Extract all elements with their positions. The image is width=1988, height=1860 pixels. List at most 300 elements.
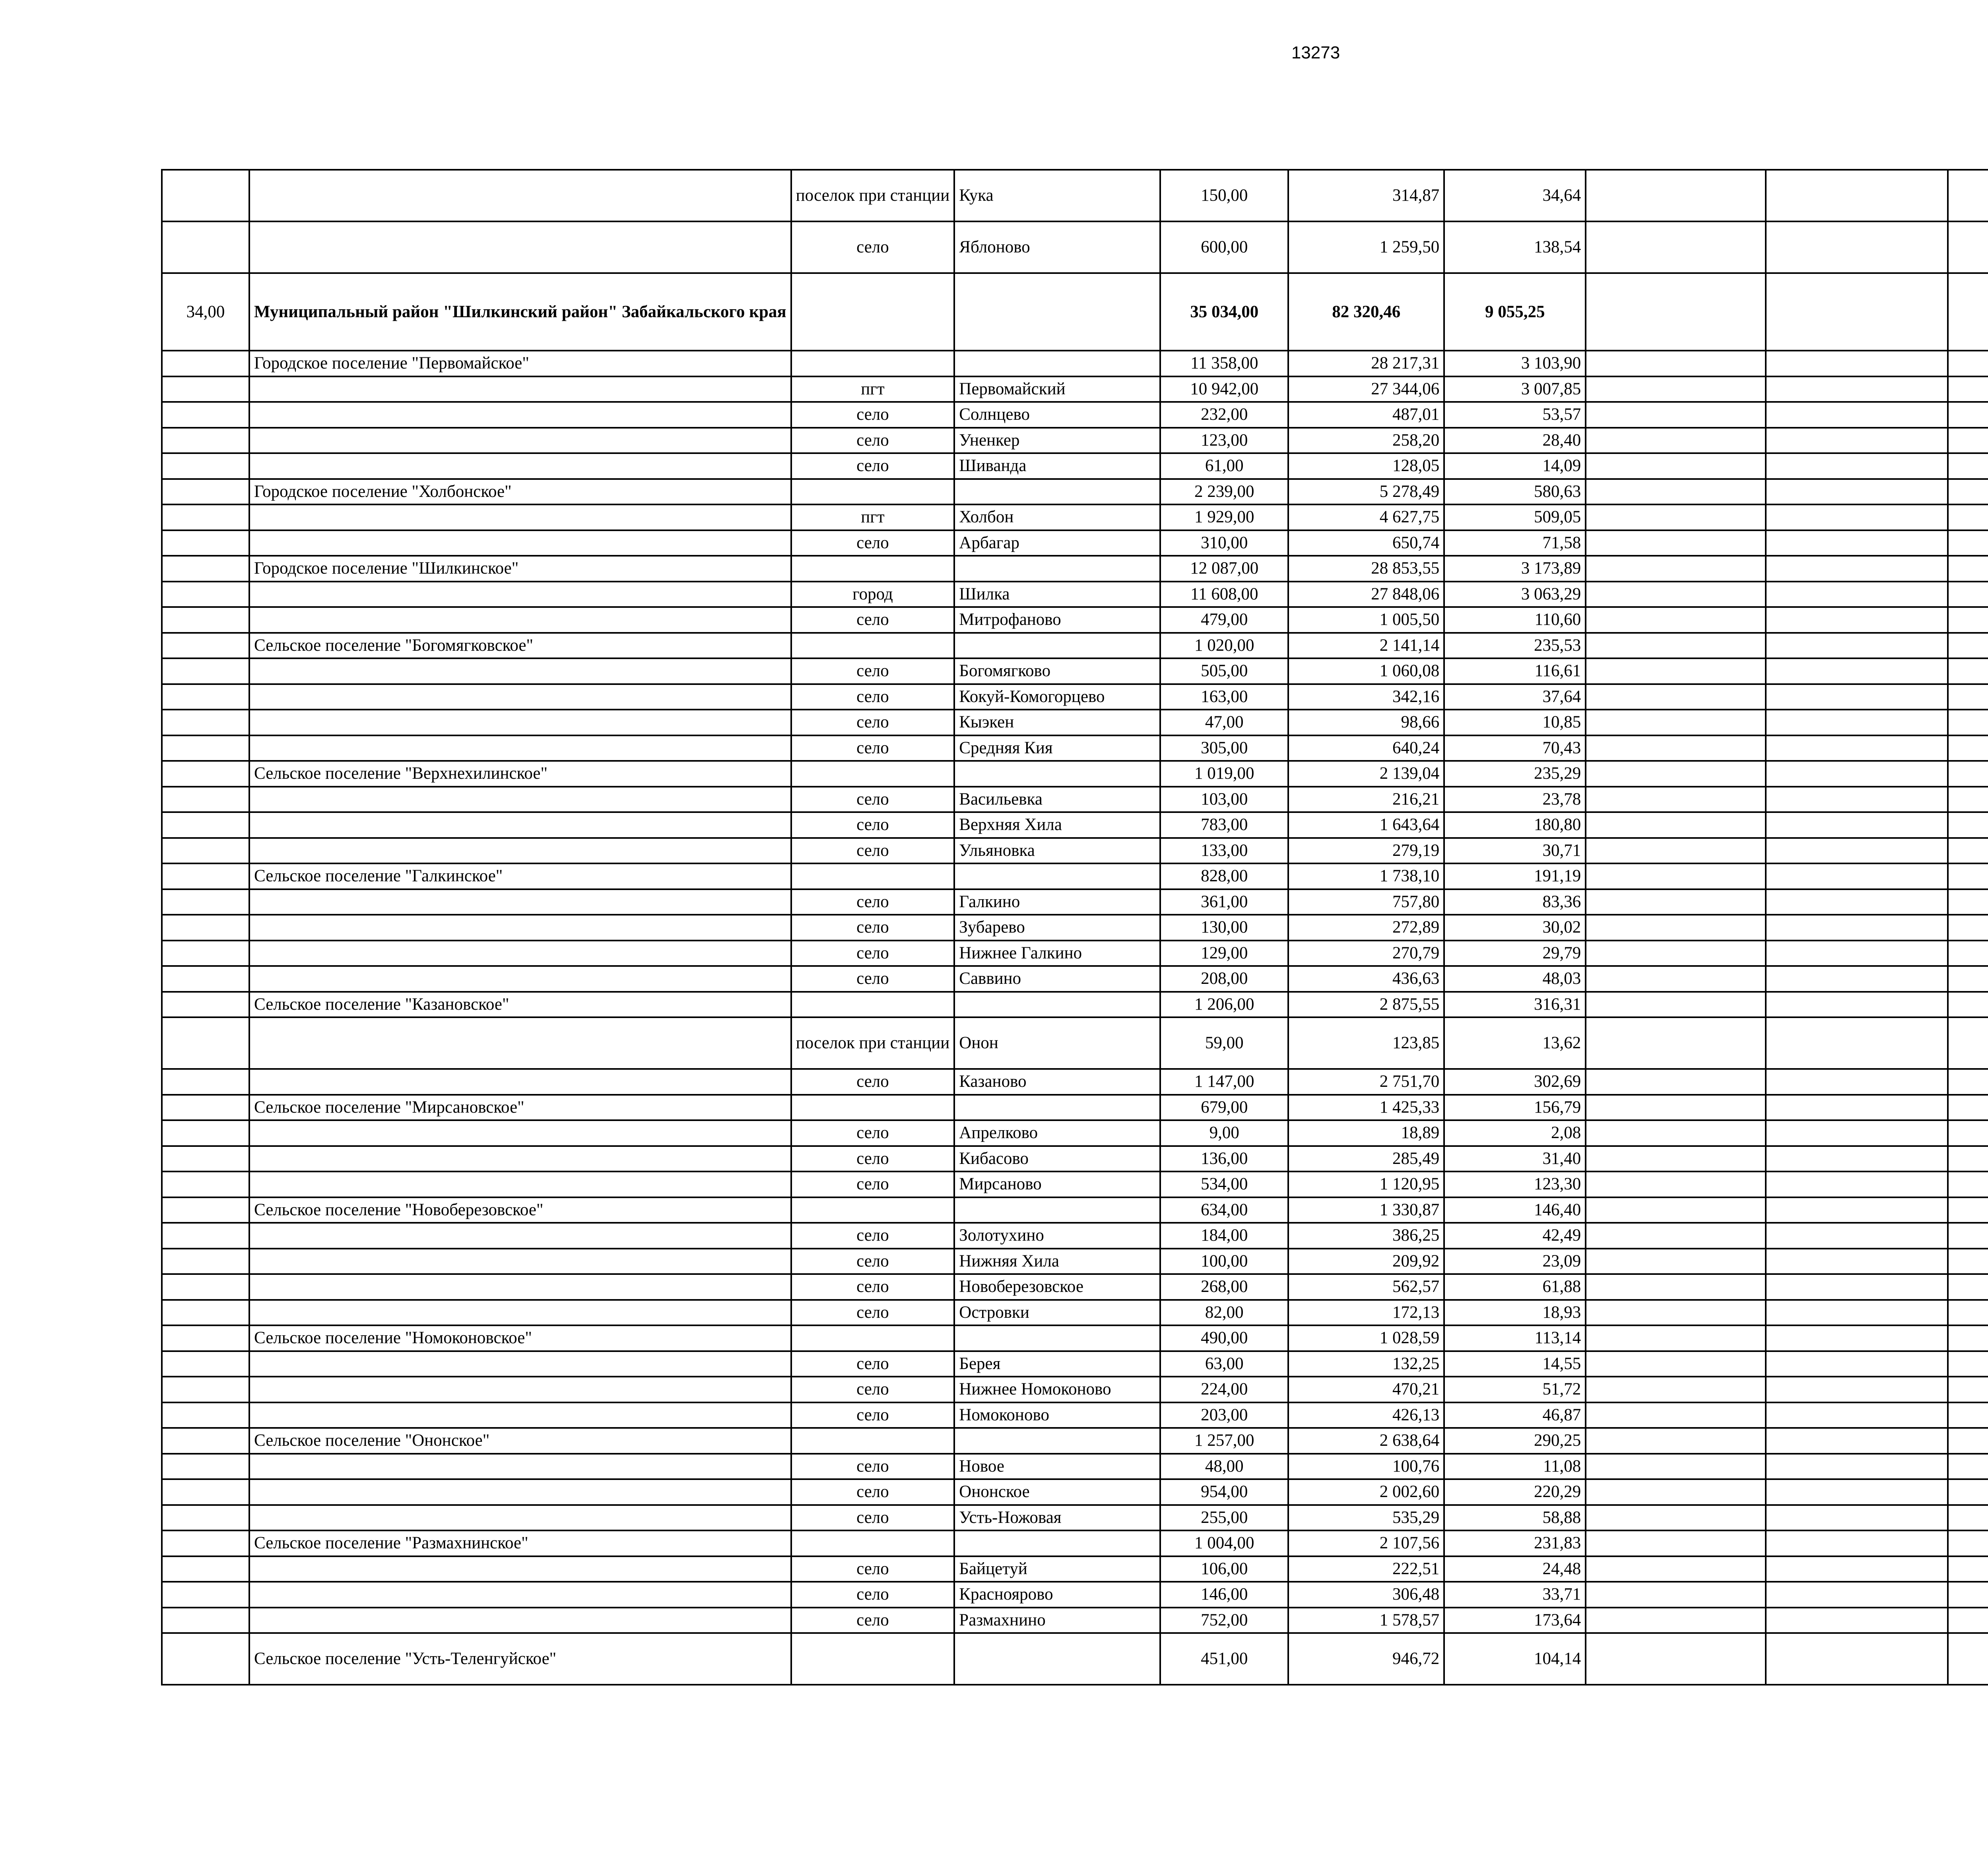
locality-name: Усть-Ножовая <box>954 1505 1160 1531</box>
value-3: 23,09 <box>1444 1249 1586 1274</box>
population-value: 224,00 <box>1160 1377 1288 1402</box>
value-3: 14,55 <box>1444 1351 1586 1377</box>
value-2: 2 139,04 <box>1288 761 1444 787</box>
value-3: 220,29 <box>1444 1479 1586 1505</box>
settlement-type: село <box>791 1479 955 1505</box>
table-row <box>162 530 1988 556</box>
settlement-name: Городское поселение "Шилкинское" <box>249 556 791 582</box>
value-3: 231,83 <box>1444 1530 1586 1556</box>
settlement-type: пгт <box>791 376 955 402</box>
value-2: 2 751,70 <box>1288 1069 1444 1095</box>
value-2: 27 344,06 <box>1288 376 1444 402</box>
value-3: 509,05 <box>1444 504 1586 530</box>
value-3: 235,53 <box>1444 633 1586 659</box>
value-2: 98,66 <box>1288 710 1444 735</box>
locality-name: Первомайский <box>954 376 1160 402</box>
settlement-type: село <box>791 812 955 838</box>
table-row <box>162 1017 1988 1069</box>
table-row <box>162 735 1988 761</box>
settlement-type: село <box>791 1505 955 1531</box>
value-3: 83,36 <box>1444 889 1586 915</box>
value-2: 100,76 <box>1288 1454 1444 1480</box>
value-3: 123,30 <box>1444 1171 1586 1197</box>
value-2: 222,51 <box>1288 1556 1444 1582</box>
population-value: 232,00 <box>1160 402 1288 428</box>
value-2: 2 638,64 <box>1288 1428 1444 1454</box>
value-2: 2 107,56 <box>1288 1530 1444 1556</box>
locality-name: Васильевка <box>954 787 1160 813</box>
locality-name: Новое <box>954 1454 1160 1480</box>
value-2: 132,25 <box>1288 1351 1444 1377</box>
settlement-type: село <box>791 838 955 864</box>
table-row <box>162 1300 1988 1326</box>
value-2: 2 002,60 <box>1288 1479 1444 1505</box>
value-2: 1 330,87 <box>1288 1197 1444 1223</box>
population-value: 106,00 <box>1160 1556 1288 1582</box>
settlement-name: Сельское поселение "Богомягковское" <box>249 633 791 659</box>
table-row <box>162 1402 1988 1428</box>
value-3: 191,19 <box>1444 863 1586 889</box>
table-row <box>162 1171 1988 1197</box>
value-3: 46,87 <box>1444 1402 1586 1428</box>
population-value: 534,00 <box>1160 1171 1288 1197</box>
value-2: 4 627,75 <box>1288 504 1444 530</box>
value-2: 216,21 <box>1288 787 1444 813</box>
table-row <box>162 1505 1988 1531</box>
population-value: 47,00 <box>1160 710 1288 735</box>
population-value: 61,00 <box>1160 453 1288 479</box>
population-value: 208,00 <box>1160 966 1288 992</box>
population-value: 184,00 <box>1160 1223 1288 1249</box>
value-3: 3 063,29 <box>1444 582 1586 607</box>
settlement-name: Сельское поселение "Новоберезовское" <box>249 1197 791 1223</box>
value-2: 28 853,55 <box>1288 556 1444 582</box>
settlement-type: село <box>791 428 955 454</box>
settlement-row <box>162 479 1988 505</box>
value-2: 28 217,31 <box>1288 351 1444 376</box>
value-3: 37,64 <box>1444 684 1586 710</box>
value-2: 285,49 <box>1288 1146 1444 1172</box>
settlement-name: Городское поселение "Первомайское" <box>249 351 791 376</box>
value-3: 2,08 <box>1444 1120 1586 1146</box>
population-value: 479,00 <box>1160 607 1288 633</box>
value-3: 23,78 <box>1444 787 1586 813</box>
population-value: 1 019,00 <box>1160 761 1288 787</box>
table-row <box>162 376 1988 402</box>
settlement-type: село <box>791 530 955 556</box>
population-value: 146,00 <box>1160 1582 1288 1608</box>
locality-name: Нижняя Хила <box>954 1249 1160 1274</box>
table-row <box>162 710 1988 735</box>
locality-name: Новоберезовское <box>954 1274 1160 1300</box>
settlement-type: село <box>791 453 955 479</box>
locality-name: Кибасово <box>954 1146 1160 1172</box>
value-2: 1 028,59 <box>1288 1325 1444 1351</box>
table-row <box>162 582 1988 607</box>
settlement-type: село <box>791 658 955 684</box>
settlement-row <box>162 633 1988 659</box>
settlement-type: село <box>791 684 955 710</box>
settlement-type: село <box>791 607 955 633</box>
value-3: 173,64 <box>1444 1608 1586 1633</box>
value-2: 209,92 <box>1288 1249 1444 1274</box>
population-value: 9,00 <box>1160 1120 1288 1146</box>
locality-name: Галкино <box>954 889 1160 915</box>
locality-name: Митрофаново <box>954 607 1160 633</box>
value-2: 2 875,55 <box>1288 992 1444 1018</box>
table-row <box>162 812 1988 838</box>
settlement-name: Сельское поселение "Номоконовское" <box>249 1325 791 1351</box>
settlement-row <box>162 863 1988 889</box>
value-3: 13,62 <box>1444 1017 1586 1069</box>
locality-name: Шилка <box>954 582 1160 607</box>
value-3: 61,88 <box>1444 1274 1586 1300</box>
settlement-type: село <box>791 1556 955 1582</box>
value-3: 24,48 <box>1444 1556 1586 1582</box>
table-row <box>162 170 1988 221</box>
value-3: 31,40 <box>1444 1146 1586 1172</box>
population-value: 954,00 <box>1160 1479 1288 1505</box>
settlement-name: Сельское поселение "Размахнинское" <box>249 1530 791 1556</box>
value-3: 580,63 <box>1444 479 1586 505</box>
population-value: 1 206,00 <box>1160 992 1288 1018</box>
value-3: 53,57 <box>1444 402 1586 428</box>
value-2: 27 848,06 <box>1288 582 1444 607</box>
population-value: 203,00 <box>1160 1402 1288 1428</box>
settlement-name: Сельское поселение "Галкинское" <box>249 863 791 889</box>
table-row <box>162 221 1988 273</box>
value-2: 470,21 <box>1288 1377 1444 1402</box>
table-row <box>162 1608 1988 1633</box>
settlement-row <box>162 1428 1988 1454</box>
locality-name: Зубарево <box>954 915 1160 941</box>
settlement-type: село <box>791 787 955 813</box>
population-value: 305,00 <box>1160 735 1288 761</box>
value-2: 314,87 <box>1288 170 1444 221</box>
settlement-row <box>162 1095 1988 1121</box>
district-number: 34,00 <box>162 273 249 351</box>
locality-name: Саввино <box>954 966 1160 992</box>
locality-name: Берея <box>954 1351 1160 1377</box>
population-value: 1 257,00 <box>1160 1428 1288 1454</box>
population-value: 10 942,00 <box>1160 376 1288 402</box>
locality-name: Онон <box>954 1017 1160 1069</box>
value-2: 18,89 <box>1288 1120 1444 1146</box>
value-2: 640,24 <box>1288 735 1444 761</box>
value-2: 258,20 <box>1288 428 1444 454</box>
value-3: 30,02 <box>1444 915 1586 941</box>
population-value: 268,00 <box>1160 1274 1288 1300</box>
settlement-row <box>162 351 1988 376</box>
settlement-name: Сельское поселение "Верхнехилинское" <box>249 761 791 787</box>
district-name: Муниципальный район "Шилкинский район" Забайкальского края <box>249 273 791 351</box>
settlement-row <box>162 1633 1988 1685</box>
value-3: 316,31 <box>1444 992 1586 1018</box>
district-value-2: 82 320,46 <box>1288 273 1444 351</box>
population-value: 100,00 <box>1160 1249 1288 1274</box>
value-3: 28,40 <box>1444 428 1586 454</box>
population-value: 11 608,00 <box>1160 582 1288 607</box>
settlement-name: Сельское поселение "Ононское" <box>249 1428 791 1454</box>
value-2: 436,63 <box>1288 966 1444 992</box>
table-row <box>162 941 1988 966</box>
population-value: 752,00 <box>1160 1608 1288 1633</box>
settlement-type: поселок при станции <box>791 1017 955 1069</box>
locality-name: Мирсаново <box>954 1171 1160 1197</box>
value-3: 235,29 <box>1444 761 1586 787</box>
locality-name: Байцетуй <box>954 1556 1160 1582</box>
settlement-type: село <box>791 1582 955 1608</box>
value-3: 104,14 <box>1444 1633 1586 1685</box>
value-3: 58,88 <box>1444 1505 1586 1531</box>
locality-name: Холбон <box>954 504 1160 530</box>
table-row <box>162 889 1988 915</box>
population-value: 59,00 <box>1160 1017 1288 1069</box>
settlement-type: село <box>791 402 955 428</box>
page-number: 13273 <box>1291 43 1340 62</box>
value-3: 70,43 <box>1444 735 1586 761</box>
value-2: 128,05 <box>1288 453 1444 479</box>
locality-name: Арбагар <box>954 530 1160 556</box>
locality-name: Золотухино <box>954 1223 1160 1249</box>
settlement-row <box>162 1197 1988 1223</box>
value-2: 279,19 <box>1288 838 1444 864</box>
population-value: 11 358,00 <box>1160 351 1288 376</box>
value-2: 426,13 <box>1288 1402 1444 1428</box>
settlement-type: село <box>791 1249 955 1274</box>
locality-name: Кыэкен <box>954 710 1160 735</box>
locality-name: Богомягково <box>954 658 1160 684</box>
value-3: 180,80 <box>1444 812 1586 838</box>
table-row <box>162 1274 1988 1300</box>
locality-name: Красноярово <box>954 1582 1160 1608</box>
settlement-type: село <box>791 1300 955 1326</box>
population-value: 48,00 <box>1160 1454 1288 1480</box>
population-value: 1 004,00 <box>1160 1530 1288 1556</box>
settlement-type: поселок при станции <box>791 170 955 221</box>
locality-name: Островки <box>954 1300 1160 1326</box>
value-2: 272,89 <box>1288 915 1444 941</box>
table-row <box>162 1146 1988 1172</box>
population-value: 2 239,00 <box>1160 479 1288 505</box>
value-3: 14,09 <box>1444 453 1586 479</box>
value-3: 51,72 <box>1444 1377 1586 1402</box>
settlements-table <box>161 169 1988 1685</box>
locality-name: Нижнее Номоконово <box>954 1377 1160 1402</box>
value-3: 156,79 <box>1444 1095 1586 1121</box>
locality-name: Размахнино <box>954 1608 1160 1633</box>
table-row <box>162 1223 1988 1249</box>
value-2: 757,80 <box>1288 889 1444 915</box>
district-value-3: 9 055,25 <box>1444 273 1586 351</box>
population-value: 490,00 <box>1160 1325 1288 1351</box>
value-3: 146,40 <box>1444 1197 1586 1223</box>
value-3: 110,60 <box>1444 607 1586 633</box>
settlement-name: Городское поселение "Холбонское" <box>249 479 791 505</box>
value-2: 1 425,33 <box>1288 1095 1444 1121</box>
table-row <box>162 453 1988 479</box>
value-2: 535,29 <box>1288 1505 1444 1531</box>
value-3: 10,85 <box>1444 710 1586 735</box>
value-2: 386,25 <box>1288 1223 1444 1249</box>
value-3: 3 007,85 <box>1444 376 1586 402</box>
population-value: 451,00 <box>1160 1633 1288 1685</box>
value-3: 18,93 <box>1444 1300 1586 1326</box>
value-2: 562,57 <box>1288 1274 1444 1300</box>
value-2: 2 141,14 <box>1288 633 1444 659</box>
locality-name: Верхняя Хила <box>954 812 1160 838</box>
value-3: 3 173,89 <box>1444 556 1586 582</box>
settlement-row <box>162 556 1988 582</box>
locality-name: Шиванда <box>954 453 1160 479</box>
value-3: 138,54 <box>1444 221 1586 273</box>
settlement-type: город <box>791 582 955 607</box>
settlement-type: село <box>791 1274 955 1300</box>
population-value: 1 020,00 <box>1160 633 1288 659</box>
value-2: 172,13 <box>1288 1300 1444 1326</box>
value-2: 946,72 <box>1288 1633 1444 1685</box>
settlement-type: село <box>791 1377 955 1402</box>
table-row <box>162 1249 1988 1274</box>
value-3: 34,64 <box>1444 170 1586 221</box>
value-3: 11,08 <box>1444 1454 1586 1480</box>
locality-name: Кука <box>954 170 1160 221</box>
population-value: 600,00 <box>1160 221 1288 273</box>
table-row <box>162 504 1988 530</box>
settlement-type: село <box>791 1120 955 1146</box>
population-value: 103,00 <box>1160 787 1288 813</box>
locality-name: Уненкер <box>954 428 1160 454</box>
value-2: 306,48 <box>1288 1582 1444 1608</box>
population-value: 505,00 <box>1160 658 1288 684</box>
value-3: 30,71 <box>1444 838 1586 864</box>
table-row <box>162 658 1988 684</box>
population-value: 634,00 <box>1160 1197 1288 1223</box>
value-2: 123,85 <box>1288 1017 1444 1069</box>
locality-name: Средняя Кия <box>954 735 1160 761</box>
settlement-type: село <box>791 889 955 915</box>
locality-name: Нижнее Галкино <box>954 941 1160 966</box>
population-value: 133,00 <box>1160 838 1288 864</box>
value-2: 5 278,49 <box>1288 479 1444 505</box>
table-row <box>162 966 1988 992</box>
value-3: 302,69 <box>1444 1069 1586 1095</box>
locality-name: Номоконово <box>954 1402 1160 1428</box>
value-3: 33,71 <box>1444 1582 1586 1608</box>
settlement-type: село <box>791 1454 955 1480</box>
locality-name: Солнцево <box>954 402 1160 428</box>
settlement-type: село <box>791 1069 955 1095</box>
population-value: 310,00 <box>1160 530 1288 556</box>
district-value-1: 35 034,00 <box>1160 273 1288 351</box>
value-3: 290,25 <box>1444 1428 1586 1454</box>
settlement-row <box>162 761 1988 787</box>
settlement-type: село <box>791 1146 955 1172</box>
table-row <box>162 1454 1988 1480</box>
settlement-row <box>162 1530 1988 1556</box>
population-value: 82,00 <box>1160 1300 1288 1326</box>
settlement-type: село <box>791 710 955 735</box>
population-value: 163,00 <box>1160 684 1288 710</box>
population-value: 130,00 <box>1160 915 1288 941</box>
settlement-type: село <box>791 941 955 966</box>
value-2: 487,01 <box>1288 402 1444 428</box>
settlement-type: село <box>791 1608 955 1633</box>
value-3: 42,49 <box>1444 1223 1586 1249</box>
population-value: 150,00 <box>1160 170 1288 221</box>
table-row <box>162 1120 1988 1146</box>
settlement-type: село <box>791 1402 955 1428</box>
population-value: 828,00 <box>1160 863 1288 889</box>
table-row <box>162 607 1988 633</box>
locality-name: Апрелково <box>954 1120 1160 1146</box>
population-value: 12 087,00 <box>1160 556 1288 582</box>
settlement-row <box>162 1325 1988 1351</box>
locality-name: Казаново <box>954 1069 1160 1095</box>
table-row <box>162 1556 1988 1582</box>
settlement-type: село <box>791 915 955 941</box>
value-3: 71,58 <box>1444 530 1586 556</box>
value-2: 270,79 <box>1288 941 1444 966</box>
table-row <box>162 1351 1988 1377</box>
value-2: 1 120,95 <box>1288 1171 1444 1197</box>
locality-name: Кокуй-Комогорцево <box>954 684 1160 710</box>
table-row <box>162 428 1988 454</box>
settlement-type: село <box>791 1171 955 1197</box>
settlement-name: Сельское поселение "Мирсановское" <box>249 1095 791 1121</box>
table-row <box>162 1582 1988 1608</box>
value-3: 3 103,90 <box>1444 351 1586 376</box>
table-row <box>162 1479 1988 1505</box>
value-3: 29,79 <box>1444 941 1586 966</box>
population-value: 1 929,00 <box>1160 504 1288 530</box>
table-row <box>162 915 1988 941</box>
value-2: 1 005,50 <box>1288 607 1444 633</box>
locality-name: Яблоново <box>954 221 1160 273</box>
settlement-name: Сельское поселение "Казановское" <box>249 992 791 1018</box>
value-2: 1 738,10 <box>1288 863 1444 889</box>
value-2: 1 643,64 <box>1288 812 1444 838</box>
value-2: 1 578,57 <box>1288 1608 1444 1633</box>
settlement-type: село <box>791 221 955 273</box>
table-row <box>162 787 1988 813</box>
table-row <box>162 1377 1988 1402</box>
locality-name: Ононское <box>954 1479 1160 1505</box>
population-value: 361,00 <box>1160 889 1288 915</box>
settlement-type: село <box>791 735 955 761</box>
settlement-type: село <box>791 1223 955 1249</box>
settlement-type: село <box>791 966 955 992</box>
table-row <box>162 684 1988 710</box>
population-value: 129,00 <box>1160 941 1288 966</box>
population-value: 1 147,00 <box>1160 1069 1288 1095</box>
settlement-type: пгт <box>791 504 955 530</box>
table-row <box>162 838 1988 864</box>
district-row <box>162 273 1988 351</box>
settlement-name: Сельское поселение "Усть-Теленгуйское" <box>249 1633 791 1685</box>
table-row <box>162 402 1988 428</box>
locality-name: Ульяновка <box>954 838 1160 864</box>
population-value: 783,00 <box>1160 812 1288 838</box>
population-value: 255,00 <box>1160 1505 1288 1531</box>
value-3: 113,14 <box>1444 1325 1586 1351</box>
value-2: 1 060,08 <box>1288 658 1444 684</box>
population-value: 679,00 <box>1160 1095 1288 1121</box>
population-value: 123,00 <box>1160 428 1288 454</box>
population-value: 63,00 <box>1160 1351 1288 1377</box>
settlement-type: село <box>791 1351 955 1377</box>
table-row <box>162 1069 1988 1095</box>
